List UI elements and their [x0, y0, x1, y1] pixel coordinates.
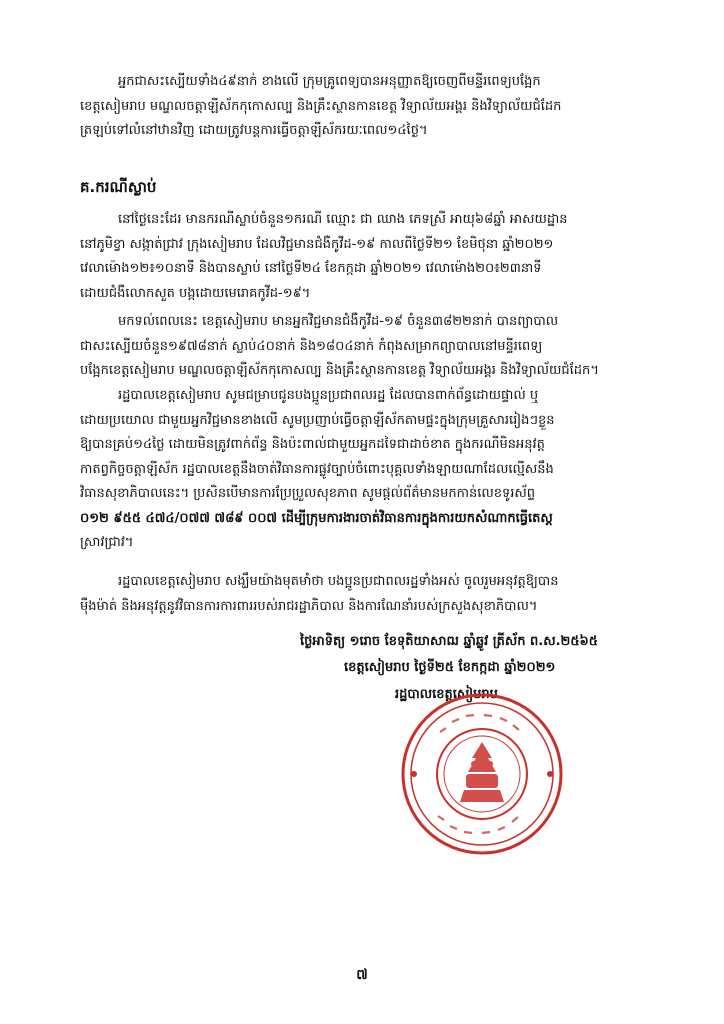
- text-line: ស្រាវជ្រាវ។: [80, 535, 134, 550]
- paragraph-death-case: [80, 208, 650, 306]
- text-line: ឱ្យបានគ្រប់១៤ថ្ងៃ ដោយមិនត្រូវពាក់ព័ន្ធ និងប៉ះពាល់ជាមួយអ្នកដទៃជាដាច់ខាត ក្នុងករណីមិនអនុវត្ត: [80, 437, 545, 452]
- text-line: មកទល់ពេលនេះ ខេត្តសៀមរាប មានអ្នកវិជ្ជមានជំងឺកូវីដ-១៩ ចំនួន៣៨២២នាក់ បានព្យាបាល: [118, 314, 559, 329]
- text-line: វិធានសុខាភិបាលនេះ។ ប្រសិនបើមានការប្រែប្រួលសុខភាព សូមផ្តល់ព័ត៌មានមកកាន់លេខទូរស័ព្ទ: [80, 486, 536, 501]
- text-line: វេលាម៉ោង១២៖១០នាទី និងបានស្លាប់ នៅថ្ងៃទី២៤ ខែកក្កដា ឆ្នាំ២០២១ វេលាម៉ោង២០៖២៣នាទី: [80, 261, 542, 276]
- page-number: ៧: [356, 967, 368, 983]
- text-line: អ្នកជាសះស្បើយទាំង៤៩នាក់ ខាងលើ ក្រុមគ្រូពេទ្យបានអនុញ្ញាតឱ្យចេញពីមន្ទីរពេទ្យបង្អែក: [118, 74, 541, 89]
- text-line: ដោយជំងឺលោកសួត បង្កដោយមេរោគកូវីដ-១៩។: [80, 285, 311, 301]
- issuing-office: រដ្ឋបាលខេត្តសៀមរាប: [395, 687, 498, 702]
- text-line: បង្អែកខេត្តសៀមរាប មណ្ឌលចត្តាឡីស័កកុកោសល្ប និងគ្រឹះស្ថានកានខេត្ត វិទ្យាល័យអង្គរ និងវិទ្យាល័យជំដែក។: [80, 363, 599, 378]
- text-line: ដោយប្រយោល ជាមួយអ្នកវិជ្ជមានខាងលើ សូមប្រញាប់ធ្វើចត្តាឡីស័កតាមផ្ទះក្នុងក្រុមគ្រួសាររៀងៗខ្លួន: [80, 412, 555, 428]
- paragraph-advisory: [80, 384, 650, 556]
- text-line: កាតព្វកិច្ចចត្តាឡីស័ក រដ្ឋបាលខេត្តនឹងចាត់វិធានការផ្លូវច្បាប់ចំពោះបុគ្គលទាំងឡាយណាដែលល្មើសនឹង: [80, 461, 554, 477]
- paragraph-totals: [80, 310, 650, 384]
- paragraph-recovered: [80, 70, 650, 144]
- place-date: ខេត្តសៀមរាប ថ្ងៃទី២៥ ខែកក្កដា ឆ្នាំ២០២១: [344, 660, 556, 675]
- text-line-phone: ០១២ ៩៥៥ ៤៧៤/០៧៧ ៧៨៩ ០០៧ ដើម្បីក្រុមការងារចាត់វិធានការក្នុងការយកសំណាកធ្វើតេស្ត: [80, 510, 553, 526]
- text-line: នៅភូមិខ្វា សង្កាត់ជ្រាវ ក្រុងសៀមរាប ដែលវិជ្ជមានជំងឺកូវីដ-១៩ កាលពីថ្ងៃទី២១ ខែមិថុនា ឆ្នាំ២០២១: [80, 236, 554, 252]
- text-line: រដ្ឋបាលខេត្តសៀមរាប សង្ឃឹមយ៉ាងមុតមាំថា បងប្អូនប្រជាពលរដ្ឋទាំងអស់ ចូលរួមអនុវត្តឱ្យបាន: [118, 574, 559, 589]
- official-seal-stamp: [400, 692, 565, 857]
- text-line: ត្រឡប់ទៅលំនៅឋានវិញ ដោយត្រូវបន្តការធ្វើចត្តាឡីស័ករយៈពេល១៤ថ្ងៃ។: [80, 123, 428, 138]
- paragraph-closing: [80, 570, 650, 619]
- text-line: ខេត្តសៀមរាប មណ្ឌលចត្តាឡីស័កកុកោសល្ប និងគ្រឹះស្ថានកានខេត្ត វិទ្យាល័យអង្គរ និងវិទ្យាល័យជំដែក: [80, 98, 562, 114]
- text-line: ម៉ឺងម៉ាត់ និងអនុវត្តនូវវិធានការការពាររបស់រាជរដ្ឋាភិបាល និងការណែនាំរបស់ក្រសួងសុខាភិបាល។: [80, 598, 538, 614]
- text-line: នៅថ្ងៃនេះដែរ មានករណីស្លាប់ចំនួន១ករណី ឈ្មោះ ជា ឈាង ភេទស្រី អាយុ៦៨ឆ្នាំ អាសយដ្ឋាន: [118, 212, 568, 227]
- seal-emblem: [460, 742, 504, 802]
- text-line: រដ្ឋបាលខេត្តសៀមរាប សូមជម្រាបជូនបងប្អូនប្រជាពលរដ្ឋ ដែលបានពាក់ព័ន្ធដោយផ្ទាល់ ឬ: [118, 388, 539, 403]
- text-line: ជាសះស្បើយចំនួន១៩៧៨នាក់ ស្លាប់៤០នាក់ និង១៨០៤នាក់ កំពុងសម្រាកព្យាបាលនៅមន្ទីរពេទ្យ: [80, 338, 543, 354]
- lunar-date: ថ្ងៃអាទិត្យ ១រោច ខែទុតិយាសាឍ ឆ្នាំឆ្លូវ ត្រីស័ក ព.ស.២៥៦៥: [300, 634, 598, 649]
- section-heading-deaths: គ.ករណីស្លាប់: [80, 178, 157, 196]
